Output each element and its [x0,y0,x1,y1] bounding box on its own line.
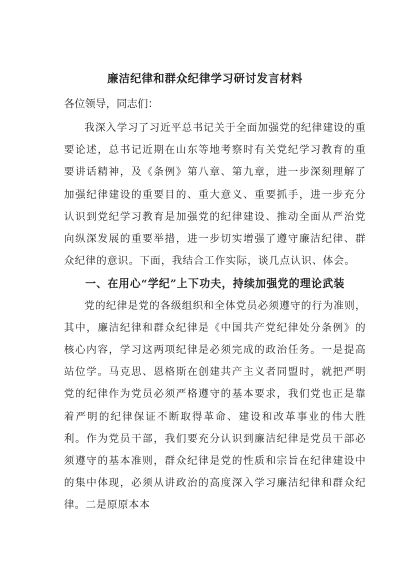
section-paragraph: 党的纪律是党的各级组织和全体党员必须遵守的行为准则，其中，廉洁纪律和群众纪律是《中国共产党纪律处分条例》的核心内容，学习这两项纪律是必须完成的政治任务。一是提高站位学。马克思、恩格斯在创建共产主义者同盟时，就把严明党的纪律作为党员必须严格遵守的基本要求，我们党也正是靠着严明的纪律保证不断取得革命、建设和改革事业的伟大胜利。作为党员干部，我们要充分认识到廉洁纪律是党员干部必须遵守的基本准则，群众纪律是党的性质和宗旨在纪律建设中的集中体现，必须从讲政治的高度深入学习廉洁纪律和群众纪律。二是原原本本 [64,300,366,512]
salutation: 各位领导，同志们： [64,98,159,110]
section-heading: 一、在用心“学纪”上下功夫，持续加强党的理论武装 [85,278,345,291]
intro-paragraph: 我深入学习了习近平总书记关于全面加强党的纪律建设的重要论述，总书记近期在山东等地考察时有关党纪学习教育的重要讲话精神，及《条例》第八章、第九章，进一步深刻理解了加强纪律建设的重要目的、重大意义、重要抓手，进一步充分认识到党纪学习教育是加强党的纪律建设、推动全面从严治党向纵深发展的重要举措，进一步切实增强了遵守廉洁纪律、群众纪律的意识。下面，我结合工作实际，谈几点认识、体会。 [64,123,366,268]
document-title: 廉洁纪律和群众纪律学习研讨发言材料 [107,72,303,85]
document-body [64,118,366,518]
